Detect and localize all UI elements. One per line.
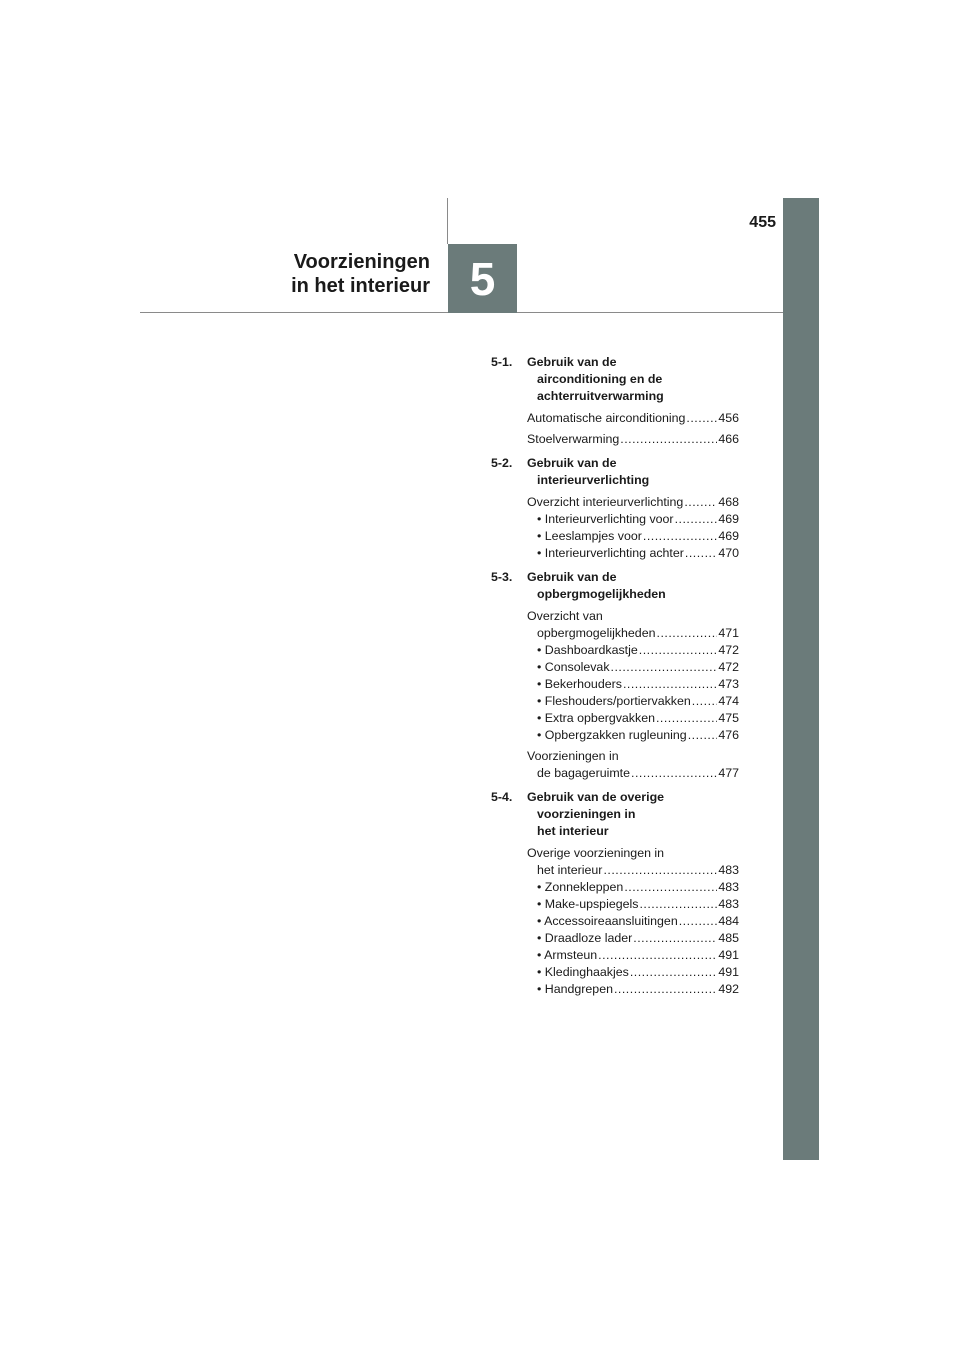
toc-entry-prefix: Overzicht van [527, 609, 603, 623]
toc-subentry-page: 484 [718, 914, 739, 928]
toc-subentry-page: 492 [718, 982, 739, 996]
toc-subentry-page: 472 [718, 660, 739, 674]
section-entries [527, 494, 739, 562]
toc-subentry[interactable] [527, 676, 739, 693]
leader-dots [603, 862, 717, 879]
section-title-line: interieurverlichting [537, 473, 650, 487]
toc-subentry-page: 491 [718, 948, 739, 962]
toc-subentry[interactable] [527, 981, 739, 998]
leader-dots [685, 545, 717, 562]
toc-entry[interactable] [527, 608, 739, 744]
toc-subentry-label: • Interieurverlichting voor [537, 512, 674, 526]
leader-dots [684, 494, 717, 511]
toc-subentry-label: • Armsteun [537, 948, 598, 962]
toc-subentry-page: 469 [718, 529, 739, 543]
toc-subentry-label: • Handgrepen [537, 982, 613, 996]
toc-subentry-label: • Accessoireaansluitingen [537, 914, 678, 928]
toc-entry[interactable] [527, 494, 739, 562]
toc-subentry[interactable] [527, 693, 739, 710]
toc-entry-label: de bagageruimte [537, 766, 630, 780]
toc-entry-page: 456 [718, 411, 739, 425]
leader-dots [643, 528, 717, 545]
toc-subentry[interactable] [527, 913, 739, 930]
toc-subentry-label: • Interieurverlichting achter [537, 546, 684, 560]
chapter-number-box [448, 244, 517, 313]
toc-subentry-label: • Zonnekleppen [537, 880, 624, 894]
leader-dots [686, 410, 717, 427]
toc-subentry[interactable] [527, 947, 739, 964]
section-title-line: Gebruik van de overige [527, 790, 665, 804]
toc-subentry-label: • Opbergzakken rugleuning [537, 728, 687, 742]
section-title-line: achterruitverwarming [537, 389, 664, 403]
section-title-line: voorzieningen in [537, 807, 636, 821]
toc-entry[interactable] [527, 845, 739, 998]
toc-entry-label: het interieur [537, 863, 603, 877]
section-title-line: opbergmogelijkheden [537, 587, 666, 601]
leader-dots [639, 896, 717, 913]
toc-subentry-page: 470 [718, 546, 739, 560]
leader-dots [657, 625, 718, 642]
section-title [527, 354, 739, 405]
toc-subentry-page: 473 [718, 677, 739, 691]
toc-entry-row [527, 410, 739, 427]
section-title [527, 455, 739, 489]
toc-subentry[interactable] [527, 896, 739, 913]
toc-subentry-label: • Draadloze lader [537, 931, 633, 945]
toc-subentry[interactable] [527, 642, 739, 659]
toc-entry-label: Overzicht interieurverlichting [527, 495, 684, 509]
toc-section [491, 354, 739, 448]
section-heading[interactable] [491, 354, 739, 405]
toc-entry[interactable] [527, 431, 739, 448]
toc-subentry[interactable] [527, 879, 739, 896]
leader-dots [688, 727, 718, 744]
toc-entry-label: Automatische airconditioning [527, 411, 686, 425]
toc-subentry-label: • Extra opbergvakken [537, 711, 655, 725]
toc-subentry-page: 476 [718, 728, 739, 742]
leader-dots [614, 981, 717, 998]
toc-entry-row [527, 765, 739, 782]
toc-entry-row [527, 862, 739, 879]
chapter-title-line1: Voorzieningen [293, 251, 430, 273]
leader-dots [623, 676, 717, 693]
chapter-title-line2: in het interieur [291, 275, 430, 297]
section-entries [527, 845, 739, 998]
toc-subentry[interactable] [527, 659, 739, 676]
section-title [527, 789, 739, 840]
section-title-line: Gebruik van de [527, 570, 617, 584]
toc-subentry-page: 475 [718, 711, 739, 725]
toc-entry-page: 468 [718, 495, 739, 509]
toc-subentry-label: • Kledinghaakjes [537, 965, 629, 979]
toc-section [491, 789, 739, 998]
leader-dots [624, 879, 717, 896]
section-number: 5-4. [491, 790, 513, 804]
table-of-contents [491, 354, 739, 1005]
section-title-line: Gebruik van de [527, 456, 617, 470]
page-number: 455 [749, 214, 776, 231]
section-title-line: het interieur [537, 824, 609, 838]
toc-section [491, 455, 739, 562]
toc-subentry[interactable] [527, 727, 739, 744]
toc-subentry-page: 483 [718, 880, 739, 894]
toc-entry-label: opbergmogelijkheden [537, 626, 656, 640]
toc-entry-page: 477 [718, 766, 739, 780]
leader-dots [679, 913, 718, 930]
section-number: 5-2. [491, 456, 513, 470]
toc-subentry[interactable] [527, 545, 739, 562]
toc-entry[interactable] [527, 748, 739, 782]
leader-dots [598, 947, 717, 964]
toc-entry-prefix: Voorzieningen in [527, 749, 619, 763]
toc-entry-row [527, 625, 739, 642]
section-title-line: Gebruik van de [527, 355, 617, 369]
toc-entry-row [527, 494, 739, 511]
leader-dots [631, 765, 717, 782]
leader-dots [675, 511, 718, 528]
toc-subentry-label: • Consolevak [537, 660, 610, 674]
section-number: 5-3. [491, 570, 513, 584]
toc-subentry-page: 472 [718, 643, 739, 657]
toc-subentry-page: 474 [718, 694, 739, 708]
toc-subentry-page: 491 [718, 965, 739, 979]
toc-subentry-label: • Leeslampjes voor [537, 529, 642, 543]
section-heading[interactable] [491, 455, 739, 489]
toc-subentry[interactable] [527, 710, 739, 727]
section-entries [527, 608, 739, 782]
toc-subentry-page: 469 [718, 512, 739, 526]
section-heading[interactable] [491, 569, 739, 603]
toc-entry-prefix: Overige voorzieningen in [527, 846, 665, 860]
toc-subentry[interactable] [527, 964, 739, 981]
section-title-line: airconditioning en de [537, 372, 663, 386]
section-heading[interactable] [491, 789, 739, 840]
toc-subentry-page: 483 [718, 897, 739, 911]
section-entries [527, 410, 739, 448]
leader-dots [639, 642, 718, 659]
leader-dots [620, 431, 717, 448]
toc-subentry[interactable] [527, 528, 739, 545]
toc-subentry-label: • Make-upspiegels [537, 897, 639, 911]
section-number: 5-1. [491, 355, 513, 369]
toc-subentry-label: • Dashboardkastje [537, 643, 638, 657]
toc-entry[interactable] [527, 410, 739, 427]
leader-dots [656, 710, 717, 727]
toc-subentry-page: 485 [718, 931, 739, 945]
toc-entry-page: 466 [718, 432, 739, 446]
toc-subentry[interactable] [527, 930, 739, 947]
toc-entry-page: 471 [718, 626, 739, 640]
chapter-number: 5 [469, 252, 496, 305]
toc-section [491, 569, 739, 782]
toc-entry-label: Stoelverwarming [527, 432, 620, 446]
toc-subentry-label: • Bekerhouders [537, 677, 622, 691]
toc-subentry-label: • Fleshouders/portiervakken [537, 694, 691, 708]
section-title [527, 569, 739, 603]
leader-dots [692, 693, 718, 710]
header-vertical-rule [447, 198, 448, 244]
leader-dots [611, 659, 718, 676]
leader-dots [633, 930, 717, 947]
chapter-side-tab [783, 198, 819, 1160]
toc-subentry[interactable] [527, 511, 739, 528]
toc-entry-row [527, 431, 739, 448]
leader-dots [630, 964, 717, 981]
toc-entry-page: 483 [718, 863, 739, 877]
chapter-title [291, 250, 430, 298]
